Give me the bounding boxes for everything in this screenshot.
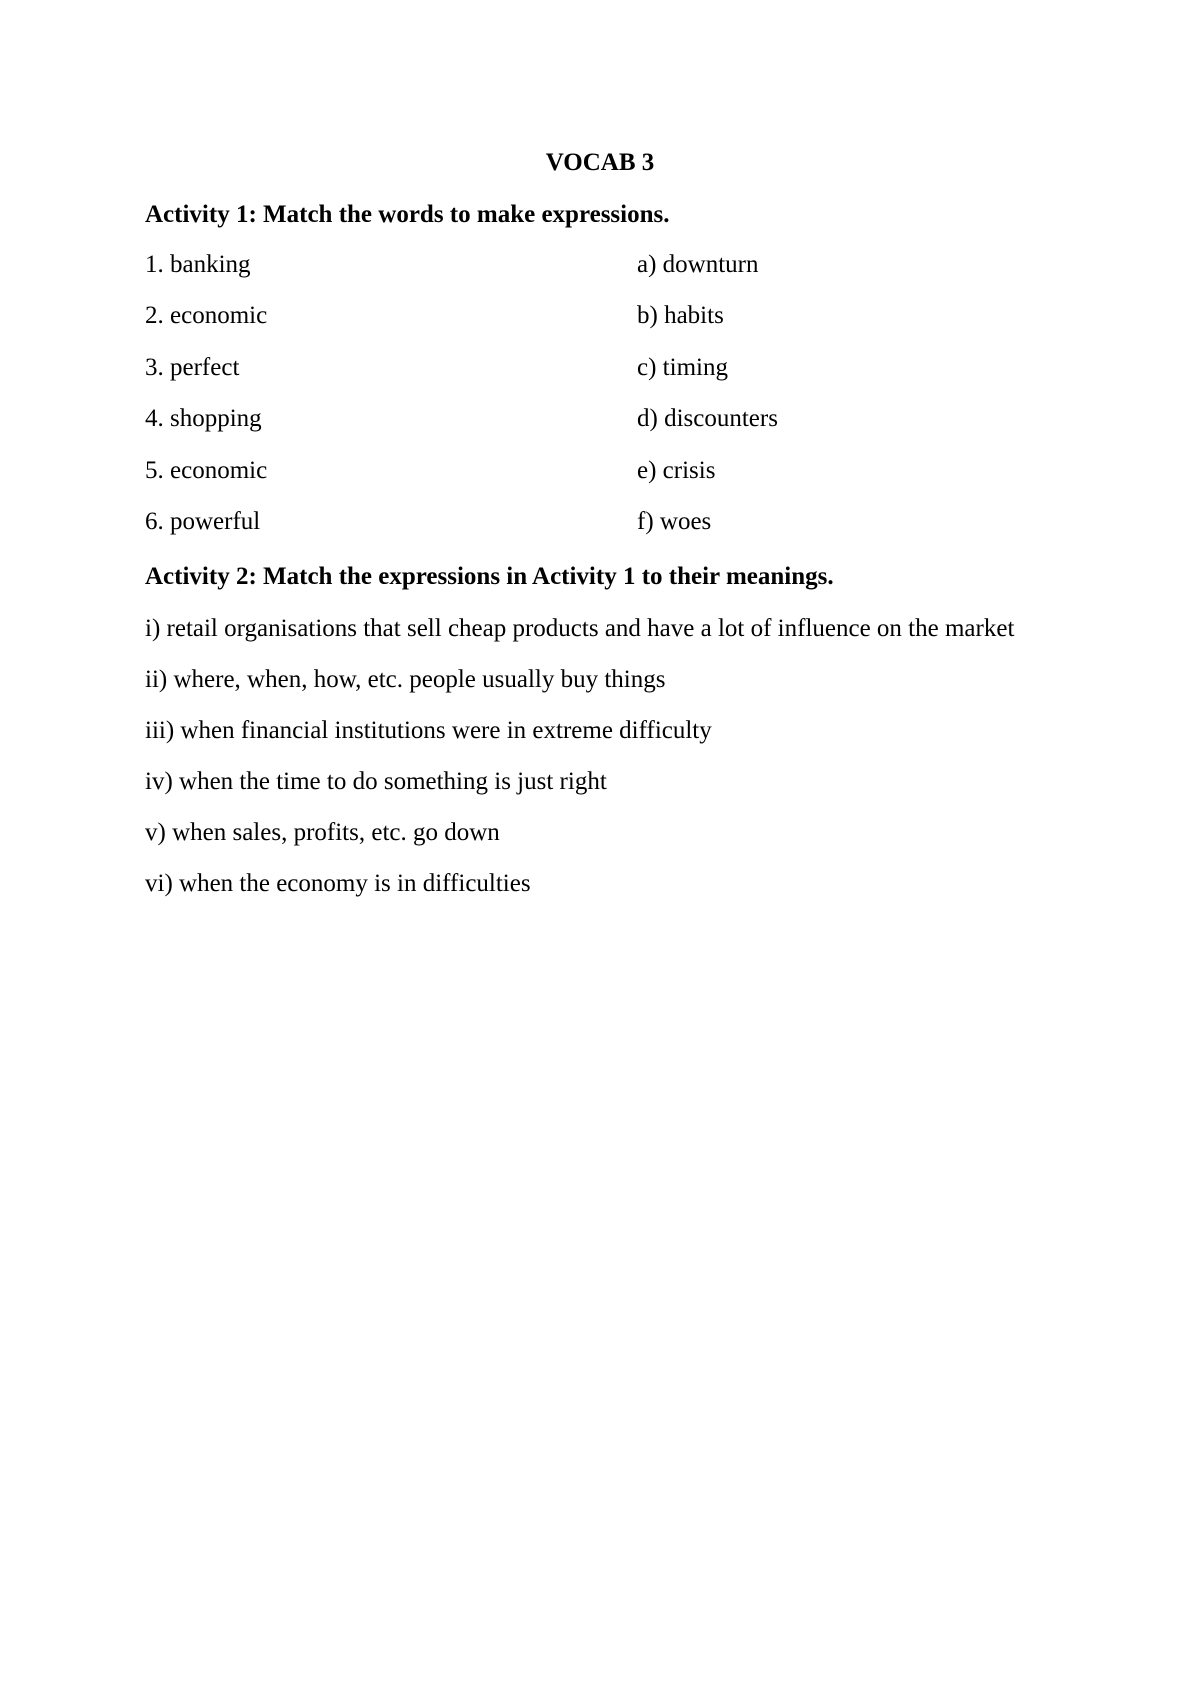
page-title: VOCAB 3 bbox=[545, 149, 655, 176]
match-partner: a) downturn bbox=[637, 251, 759, 278]
match-row bbox=[145, 250, 1045, 301]
activity-1-heading: Activity 1: Match the words to make expressions. bbox=[145, 201, 670, 228]
meaning-item: vi) when the economy is in difficulties bbox=[145, 870, 531, 897]
match-word: 3. perfect bbox=[145, 353, 240, 381]
match-word: 5. economic bbox=[145, 456, 268, 484]
match-row bbox=[145, 404, 1045, 455]
match-row bbox=[145, 301, 1045, 352]
match-partner: f) woes bbox=[637, 507, 712, 535]
match-partner: b) habits bbox=[637, 302, 724, 330]
activity-2-heading: Activity 2: Match the expressions in Activity 1 to their meanings. bbox=[145, 563, 834, 590]
match-word: 4. shopping bbox=[145, 405, 262, 433]
match-row bbox=[145, 353, 1045, 404]
activity-1-match-list bbox=[145, 250, 1045, 558]
match-row bbox=[145, 507, 1045, 558]
meaning-item: i) retail organisations that sell cheap products and have a lot of influence on the market bbox=[145, 615, 1015, 642]
meaning-item: iii) when financial institutions were in extreme difficulty bbox=[145, 717, 712, 744]
match-partner: e) crisis bbox=[637, 456, 716, 484]
activity-2-meaning-list bbox=[145, 612, 1065, 918]
meaning-item: iv) when the time to do something is just right bbox=[145, 768, 607, 795]
match-partner: d) discounters bbox=[637, 405, 778, 433]
match-word: 6. powerful bbox=[145, 507, 261, 535]
match-word: 1. banking bbox=[145, 251, 251, 278]
match-partner: c) timing bbox=[637, 353, 728, 381]
match-word: 2. economic bbox=[145, 302, 268, 330]
meaning-item: v) when sales, profits, etc. go down bbox=[145, 819, 500, 846]
meaning-item: ii) where, when, how, etc. people usually buy things bbox=[145, 666, 666, 693]
match-row bbox=[145, 456, 1045, 507]
